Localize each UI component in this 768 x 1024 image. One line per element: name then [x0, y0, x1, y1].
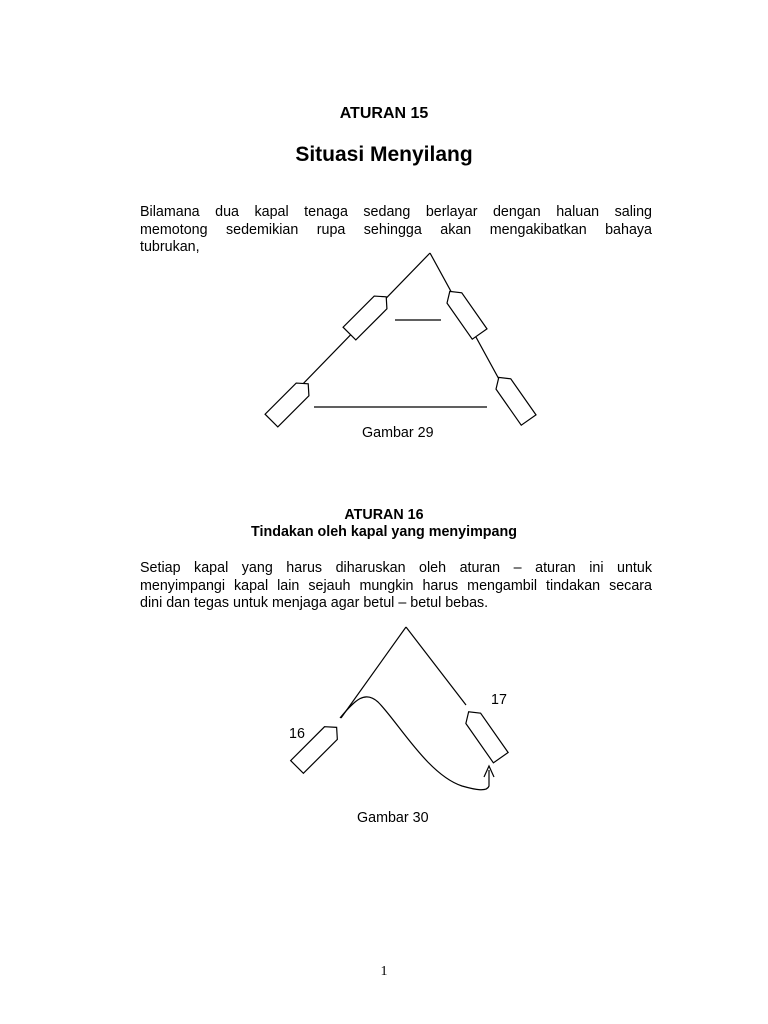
- vessel-17-label: 17: [491, 692, 507, 708]
- rule15-title: Situasi Menyilang: [295, 143, 473, 166]
- rule16-paragraph-line: dini dan tegas untuk menjaga agar betul – betul bebas.: [140, 595, 489, 611]
- rule15-heading: ATURAN 15: [339, 105, 429, 122]
- rule16-paragraph-line: menyimpangi kapal lain sejauh mungkin harus mengambil tindakan secara: [140, 577, 652, 594]
- vessel-right-upper: [442, 286, 487, 339]
- rule16-heading: ATURAN 16: [344, 507, 424, 523]
- vessel-16-label: 16: [289, 726, 305, 742]
- rule16-paragraph-line: Setiap kapal yang harus diharuskan oleh aturan – aturan ini untuk: [140, 560, 652, 576]
- rule16-title: Tindakan oleh kapal yang menyimpang: [251, 524, 517, 540]
- course-line-vessel-16: [341, 627, 406, 718]
- figure-30-caption: Gambar 30: [357, 810, 429, 826]
- page-number: 1: [380, 964, 388, 979]
- avoidance-track: [340, 697, 489, 790]
- rule15-paragraph-line: memotong sedemikian rupa sehingga akan mengakibatkan bahaya: [140, 221, 652, 238]
- vessel-left-upper: [343, 290, 392, 339]
- rule15-paragraph-line: Bilamana dua kapal tenaga sedang berlayar dengan haluan saling: [140, 204, 652, 220]
- vessel-left-lower: [265, 377, 314, 426]
- rule15-paragraph-line: tubrukan,: [140, 239, 200, 255]
- vessel-17: [461, 707, 508, 763]
- figure-29-caption: Gambar 29: [362, 425, 434, 441]
- rule16-paragraph: [140, 560, 652, 613]
- course-line-vessel-17: [406, 627, 466, 705]
- vessel-right-lower: [491, 372, 536, 425]
